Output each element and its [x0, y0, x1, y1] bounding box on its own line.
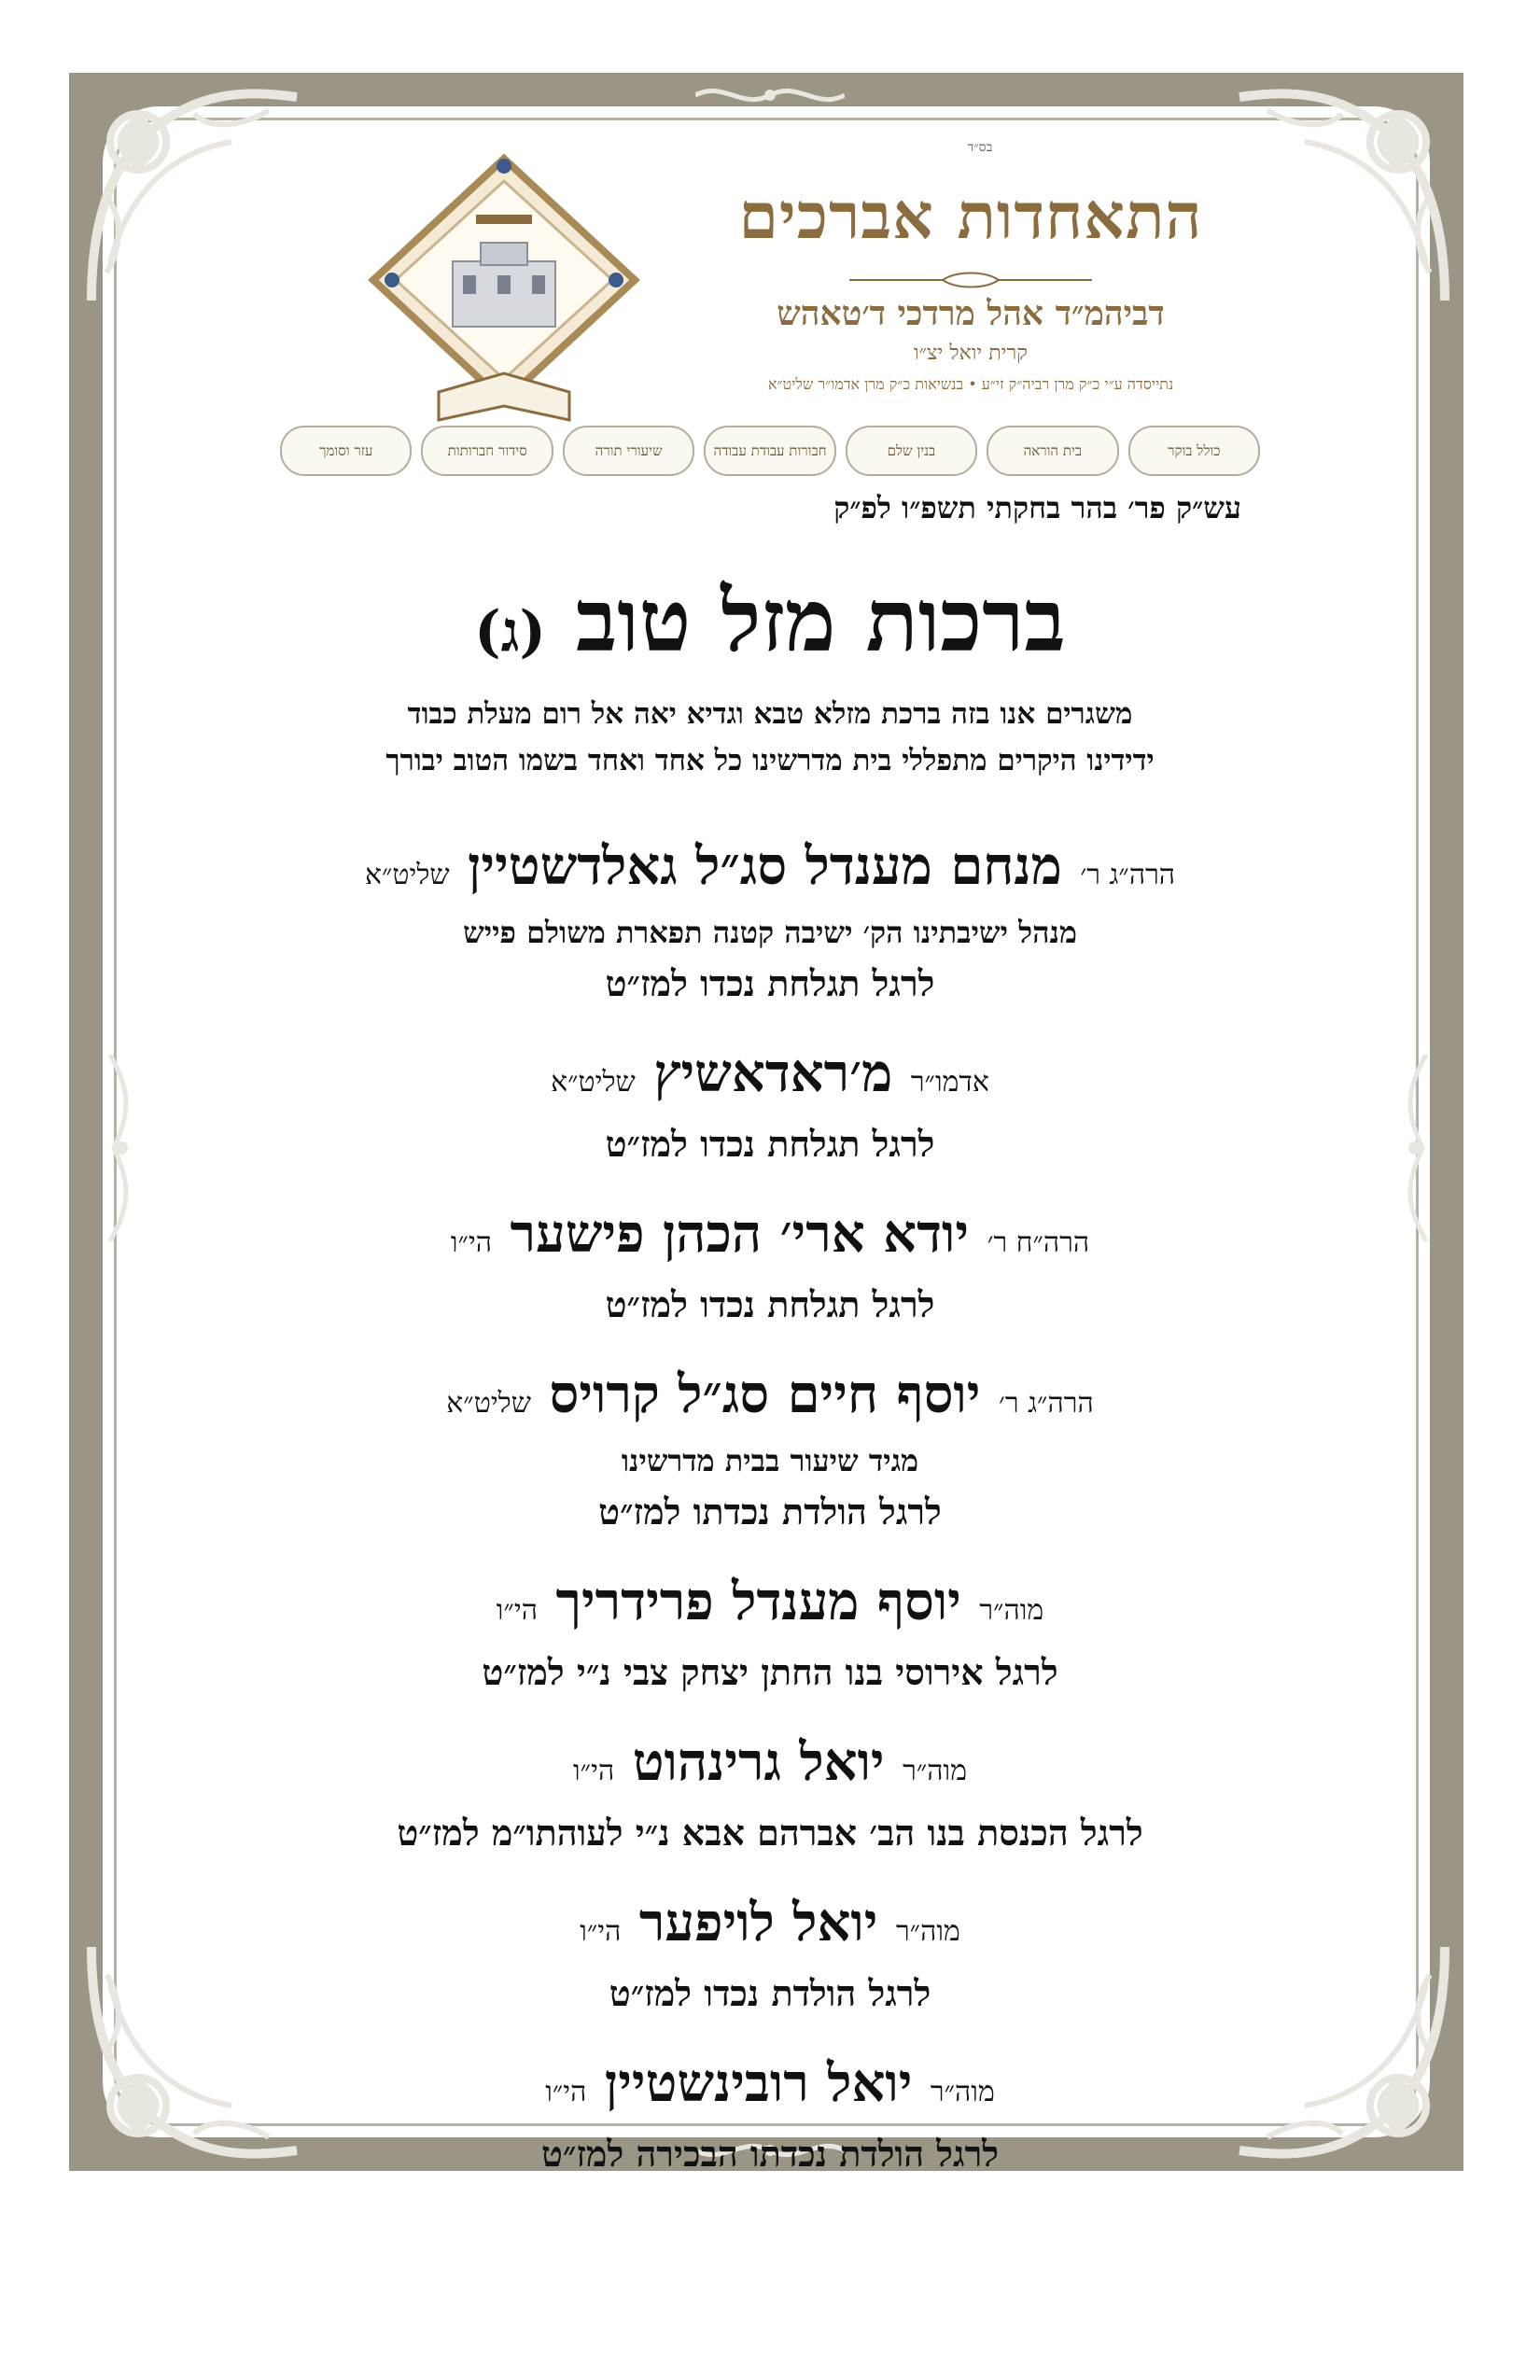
tab-ezer-vesomech[interactable]: עזר וסומך: [280, 426, 412, 476]
list-item: [140, 1040, 1400, 1172]
occasion-text: לרגל תגלחת נכדו למז״ט: [605, 1283, 935, 1325]
honoree-suffix: הי״ו: [545, 2076, 587, 2108]
divider-ornament-icon: [849, 271, 1092, 289]
date-line: עש״ק פר׳ בהר בחקתי תשפ״ו לפ״ק: [833, 490, 1241, 525]
honoree-name: יוסף חיים סג״ל קרויס: [549, 1364, 981, 1425]
honoree-title: מוה״ר: [930, 2076, 995, 2108]
list-item: [140, 1729, 1400, 1861]
honoree-title: אדמו״ר: [910, 1066, 989, 1099]
department-tabs: [280, 426, 1260, 482]
honoree-suffix: הי״ו: [496, 1594, 538, 1627]
list-item: [140, 1361, 1400, 1540]
occasion-text: לרגל תגלחת נכדו למז״ט: [605, 1123, 935, 1165]
honoree-title: הרה״ג ר׳: [1080, 859, 1176, 891]
bsd-mark: בס״ד: [967, 140, 993, 155]
occasion-text: לרגל הולדת נכדתו למז״ט: [598, 1491, 942, 1533]
tab-beis-horaah[interactable]: בית הוראה: [987, 426, 1118, 476]
honoree-name: יואל גרינהוט: [632, 1731, 885, 1793]
honoree-suffix: שליט״א: [364, 859, 450, 891]
tab-siddur-chavrusos[interactable]: סידור חברותות: [421, 426, 553, 476]
honoree-line: [140, 1200, 1400, 1277]
tab-chaburos[interactable]: חבורות עבודת עבודה: [704, 426, 835, 476]
occasion-text: לרגל הולדת נכדו למז״ט: [609, 1972, 931, 2014]
congratulations-list: [140, 833, 1400, 2210]
organization-subtitle: דביהמ״ד אהל מרדכי ד׳טאהש: [777, 294, 1165, 333]
honoree-role: מגיד שיעור בבית מדרשינו: [621, 1443, 919, 1478]
tab-binyan-shalem[interactable]: בנין שלם: [846, 426, 977, 476]
honoree-suffix: הי״ו: [573, 1755, 615, 1787]
top-ornament-icon: [695, 78, 845, 112]
title-suffix: (ג): [474, 599, 546, 665]
honoree-line: [140, 833, 1400, 909]
occasion-text: לרגל אירוסי בנו החתן יצחק צבי נ״י למז״ט: [482, 1651, 1058, 1693]
list-item: [140, 833, 1400, 1012]
list-item: [140, 1200, 1400, 1333]
honoree-suffix: הי״ו: [450, 1226, 493, 1259]
side-ornament-icon: [103, 1055, 140, 1241]
side-ornament-icon: [1396, 1055, 1434, 1241]
tab-shiurei-torah[interactable]: שיעורי תורה: [563, 426, 694, 476]
announcement-content: [140, 131, 1400, 2175]
honoree-title: מוה״ר: [903, 1755, 967, 1787]
organization-location: קרית יואל יצ״ו: [914, 342, 1028, 365]
organization-emblem-icon: [364, 149, 644, 439]
honoree-suffix: שליט״א: [551, 1066, 636, 1099]
list-item: [140, 1568, 1400, 1701]
honoree-title: מוה״ר: [979, 1594, 1044, 1627]
honoree-name: יודא ארי׳ הכהן פישער: [510, 1203, 970, 1265]
list-item: [140, 1889, 1400, 2022]
occasion-text: לרגל הולדת נכדתו הבכירה למז״ט: [540, 2133, 1000, 2175]
honoree-name: מנחם מענדל סג״ל גאלדשטיין: [468, 835, 1062, 897]
honoree-line: [140, 2050, 1400, 2126]
honoree-suffix: שליט״א: [446, 1387, 531, 1420]
intro-line: משגרים אנו בזה ברכת מזלא טבא וגדיא יאה אל רום מעלת כבוד: [407, 697, 1133, 731]
honoree-suffix: הי״ו: [580, 1915, 622, 1948]
page-title: [140, 569, 1400, 683]
honoree-line: [140, 1729, 1400, 1805]
organization-title: התאחדות אברכים: [738, 179, 1203, 254]
list-item: [140, 2050, 1400, 2182]
intro-text: [140, 691, 1400, 784]
title-text: ברכות מזל טוב: [575, 570, 1066, 671]
honoree-name: מ׳ראדאשיץ: [653, 1043, 893, 1104]
intro-line: ידידינו היקרים מתפללי בית מדרשינו כל אחד ואחד בשמו הטוב יבורך: [385, 744, 1155, 777]
honoree-role: מנהל ישיבתינו הק׳ ישיבה קטנה תפארת משולם פייש: [463, 915, 1077, 950]
occasion-text: לרגל הכנסת בנו הב׳ אברהם אבא נ״י לעוהתו״מ למז״ט: [397, 1812, 1143, 1854]
honoree-name: יואל רובינשטיין: [604, 2052, 913, 2114]
organization-founders-line: נתייסדה ע״י כ״ק מרן רביה״ק זי״ע • בנשיאות כ״ק מרן אדמו״ר שליט״א: [767, 375, 1174, 393]
occasion-text: לרגל תגלחת נכדו למז״ט: [605, 962, 935, 1004]
honoree-title: הרה״ג ר׳: [998, 1387, 1094, 1420]
honoree-name: יוסף מענדל פרידריך: [555, 1571, 961, 1632]
honoree-title: מוה״ר: [895, 1915, 960, 1948]
honoree-line: [140, 1568, 1400, 1645]
honoree-line: [140, 1889, 1400, 1966]
honoree-line: [140, 1040, 1400, 1116]
honoree-title: הרה״ח ר׳: [987, 1226, 1090, 1259]
tab-kollel-boker[interactable]: כולל בוקר: [1128, 426, 1260, 476]
honoree-name: יואל לויפער: [638, 1892, 878, 1953]
honoree-line: [140, 1361, 1400, 1437]
